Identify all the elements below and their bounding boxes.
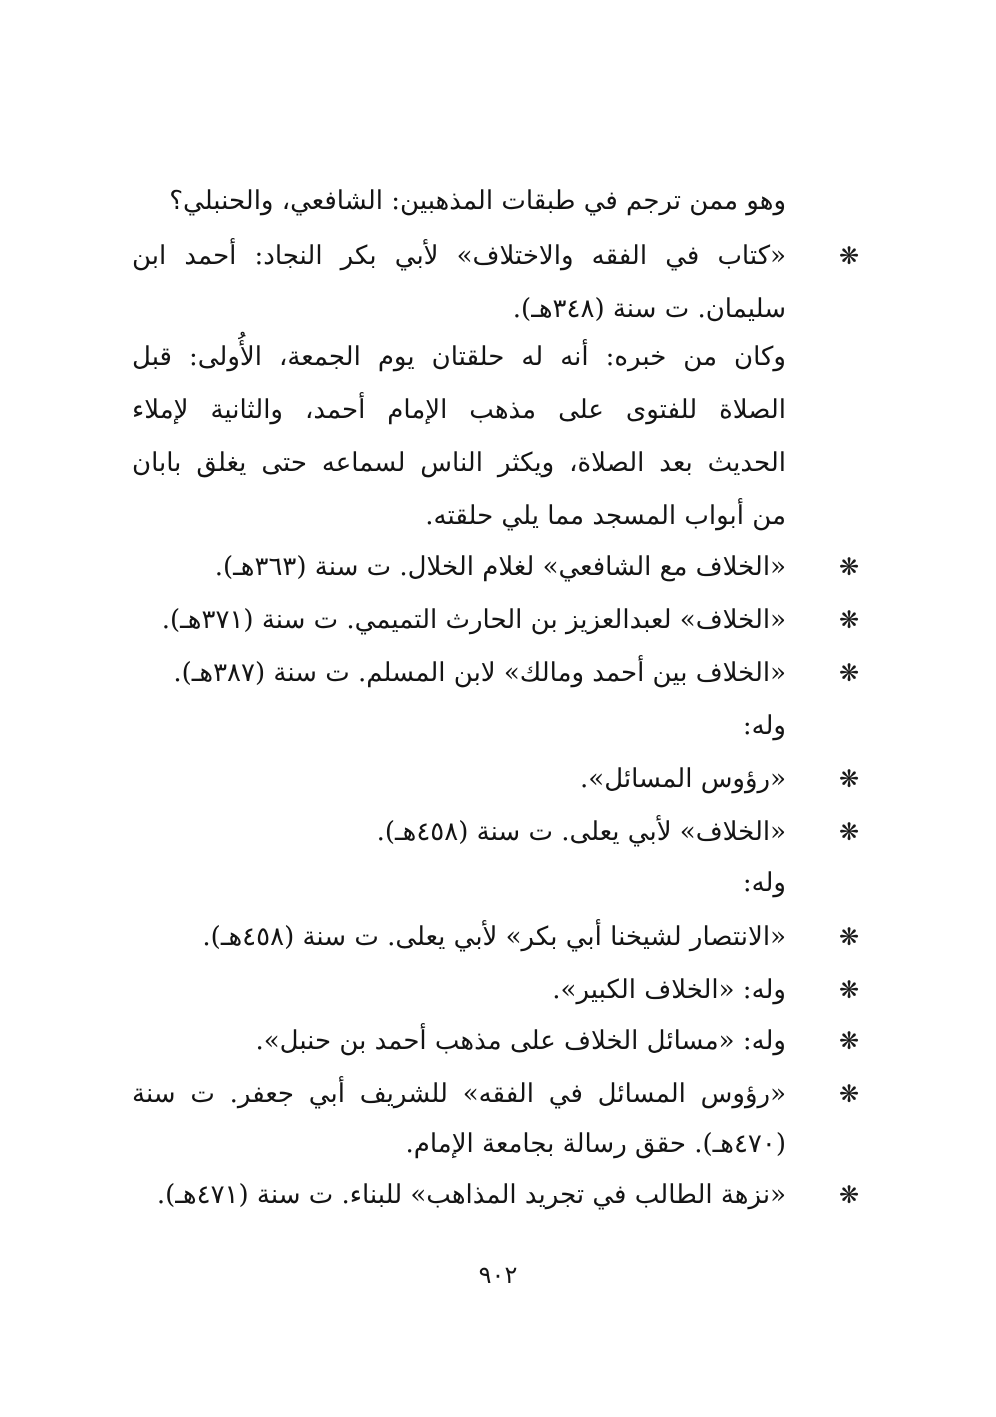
text-line: سليمان. ت سنة (٣٤٨هـ). [512, 294, 786, 324]
bullet-icon: ❋ [838, 976, 860, 1004]
list-item-text: «رؤوس المسائل». [580, 764, 786, 794]
bullet-icon: ❋ [838, 818, 860, 846]
list-item-text: «رؤوس المسائل في الفقه» للشريف أبي جعفر. ت سنة [132, 1079, 786, 1109]
list-item-text: «الخلاف» لأبي يعلى. ت سنة (٤٥٨هـ). [376, 817, 786, 847]
text-line: (٤٧٠هـ). حقق رسالة بجامعة الإمام. [405, 1129, 786, 1159]
bullet-icon: ❋ [838, 553, 860, 581]
list-item-text: وله: «الخلاف الكبير». [552, 975, 786, 1005]
text-line: الحديث بعد الصلاة، ويكثر الناس لسماعه حتى يغلق بابان [132, 448, 786, 478]
bullet-icon: ❋ [838, 923, 860, 951]
page-number: ٩٠٢ [478, 1261, 518, 1289]
list-item-text: «الخلاف بين أحمد ومالك» لابن المسلم. ت سنة (٣٨٧هـ). [173, 658, 786, 688]
bullet-icon: ❋ [838, 659, 860, 687]
bullet-icon: ❋ [838, 606, 860, 634]
text-line: الصلاة للفتوى على مذهب الإمام أحمد، والثانية لإملاء [132, 395, 786, 425]
list-item-text: «الخلاف» لعبدالعزيز بن الحارث التميمي. ت سنة (٣٧١هـ). [161, 605, 786, 635]
bullet-icon: ❋ [838, 1027, 860, 1055]
text-line: وله: [742, 711, 786, 741]
bullet-icon: ❋ [838, 242, 860, 270]
text-line: وكان من خبره: أنه له حلقتان يوم الجمعة، الأُولى: قبل [132, 342, 786, 372]
text-line: وهو ممن ترجم في طبقات المذهبين: الشافعي، والحنبلي؟ [169, 186, 786, 216]
list-item-text: «نزهة الطالب في تجريد المذاهب» للبناء. ت سنة (٤٧١هـ). [156, 1180, 786, 1210]
list-item-text: «كتاب في الفقه والاختلاف» لأبي بكر النجاد: أحمد ابن [132, 241, 786, 271]
list-item-text: «الخلاف مع الشافعي» لغلام الخلال. ت سنة (٣٦٣هـ). [214, 552, 786, 582]
list-item-text: وله: «مسائل الخلاف على مذهب أحمد بن حنبل». [255, 1026, 786, 1056]
text-line: من أبواب المسجد مما يلي حلقته. [425, 501, 786, 531]
bullet-icon: ❋ [838, 765, 860, 793]
text-line: وله: [742, 868, 786, 898]
bullet-icon: ❋ [838, 1080, 860, 1108]
list-item-text: «الانتصار لشيخنا أبي بكر» لأبي يعلى. ت سنة (٤٥٨هـ). [202, 922, 786, 952]
bullet-icon: ❋ [838, 1181, 860, 1209]
